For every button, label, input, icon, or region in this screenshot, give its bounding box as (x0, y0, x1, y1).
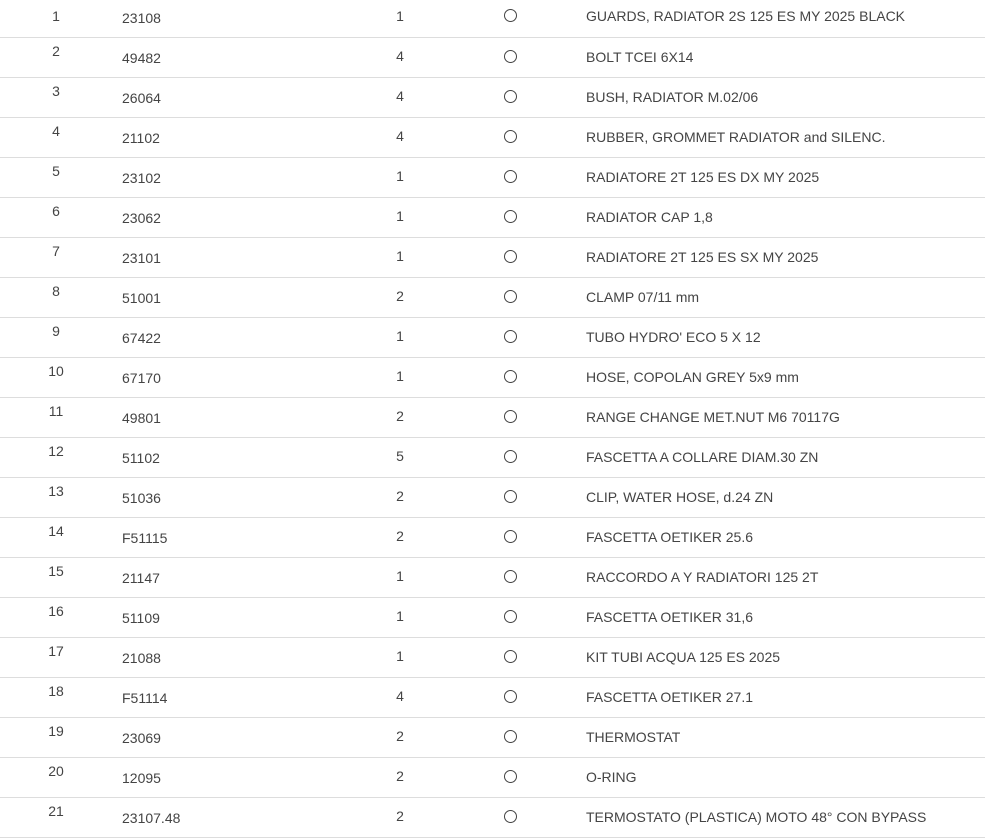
quantity-cell: 1 (356, 557, 444, 597)
radio-circle-icon[interactable] (504, 170, 517, 183)
part-code-cell: 51102 (112, 437, 356, 477)
select-cell (444, 277, 576, 317)
select-cell (444, 557, 576, 597)
quantity-cell: 2 (356, 717, 444, 757)
select-cell (444, 317, 576, 357)
quantity-cell: 4 (356, 37, 444, 77)
position-cell: 14 (0, 517, 112, 557)
part-code-cell: 23107.48 (112, 797, 356, 837)
radio-circle-icon[interactable] (504, 490, 517, 503)
table-row (0, 677, 985, 717)
select-cell (444, 677, 576, 717)
table-row (0, 397, 985, 437)
radio-circle-icon[interactable] (504, 730, 517, 743)
quantity-cell: 5 (356, 437, 444, 477)
select-cell (444, 237, 576, 277)
table-row (0, 317, 985, 357)
quantity-cell: 4 (356, 117, 444, 157)
description-cell: FASCETTA OETIKER 27.1 (576, 677, 985, 717)
table-row (0, 357, 985, 397)
select-cell (444, 357, 576, 397)
position-cell: 11 (0, 397, 112, 437)
table-row (0, 557, 985, 597)
table-row (0, 477, 985, 517)
quantity-cell: 1 (356, 597, 444, 637)
description-cell: CLIP, WATER HOSE, d.24 ZN (576, 477, 985, 517)
radio-circle-icon[interactable] (504, 690, 517, 703)
position-cell: 10 (0, 357, 112, 397)
radio-circle-icon[interactable] (504, 370, 517, 383)
radio-circle-icon[interactable] (504, 530, 517, 543)
description-cell: FASCETTA A COLLARE DIAM.30 ZN (576, 437, 985, 477)
part-code-cell: 67170 (112, 357, 356, 397)
part-code-cell: F51114 (112, 677, 356, 717)
table-row (0, 437, 985, 477)
position-cell: 8 (0, 277, 112, 317)
part-code-cell: 67422 (112, 317, 356, 357)
description-cell: HOSE, COPOLAN GREY 5x9 mm (576, 357, 985, 397)
quantity-cell: 1 (356, 237, 444, 277)
table-row (0, 37, 985, 77)
position-cell: 9 (0, 317, 112, 357)
part-code-cell: 12095 (112, 757, 356, 797)
table-row (0, 637, 985, 677)
table-row (0, 757, 985, 797)
position-cell: 17 (0, 637, 112, 677)
radio-circle-icon[interactable] (504, 650, 517, 663)
description-cell: RADIATORE 2T 125 ES DX MY 2025 (576, 157, 985, 197)
position-cell: 18 (0, 677, 112, 717)
table-row (0, 237, 985, 277)
table-row (0, 77, 985, 117)
description-cell: BOLT TCEI 6X14 (576, 37, 985, 77)
quantity-cell: 4 (356, 77, 444, 117)
position-cell: 7 (0, 237, 112, 277)
part-code-cell: 26064 (112, 77, 356, 117)
select-cell (444, 757, 576, 797)
radio-circle-icon[interactable] (504, 250, 517, 263)
description-cell: RADIATORE 2T 125 ES SX MY 2025 (576, 237, 985, 277)
quantity-cell: 2 (356, 757, 444, 797)
table-row (0, 117, 985, 157)
description-cell: FASCETTA OETIKER 31,6 (576, 597, 985, 637)
radio-circle-icon[interactable] (504, 610, 517, 623)
part-code-cell: 21147 (112, 557, 356, 597)
position-cell: 16 (0, 597, 112, 637)
quantity-cell: 1 (356, 317, 444, 357)
position-cell: 13 (0, 477, 112, 517)
position-cell: 6 (0, 197, 112, 237)
part-code-cell: 51109 (112, 597, 356, 637)
description-cell: RANGE CHANGE MET.NUT M6 70117G (576, 397, 985, 437)
description-cell: KIT TUBI ACQUA 125 ES 2025 (576, 637, 985, 677)
select-cell (444, 717, 576, 757)
select-cell (444, 597, 576, 637)
position-cell: 21 (0, 797, 112, 837)
position-cell: 19 (0, 717, 112, 757)
radio-circle-icon[interactable] (504, 770, 517, 783)
radio-circle-icon[interactable] (504, 290, 517, 303)
radio-circle-icon[interactable] (504, 50, 517, 63)
description-cell: BUSH, RADIATOR M.02/06 (576, 77, 985, 117)
select-cell (444, 0, 576, 37)
radio-circle-icon[interactable] (504, 410, 517, 423)
select-cell (444, 517, 576, 557)
quantity-cell: 1 (356, 0, 444, 37)
part-code-cell: 21088 (112, 637, 356, 677)
position-cell: 1 (0, 0, 112, 37)
quantity-cell: 2 (356, 477, 444, 517)
radio-circle-icon[interactable] (504, 210, 517, 223)
position-cell: 12 (0, 437, 112, 477)
select-cell (444, 397, 576, 437)
table-row (0, 597, 985, 637)
part-code-cell: 51001 (112, 277, 356, 317)
description-cell: RADIATOR CAP 1,8 (576, 197, 985, 237)
select-cell (444, 77, 576, 117)
description-cell: CLAMP 07/11 mm (576, 277, 985, 317)
select-cell (444, 197, 576, 237)
part-code-cell: F51115 (112, 517, 356, 557)
part-code-cell: 49482 (112, 37, 356, 77)
radio-circle-icon[interactable] (504, 90, 517, 103)
quantity-cell: 1 (356, 157, 444, 197)
quantity-cell: 4 (356, 677, 444, 717)
position-cell: 3 (0, 77, 112, 117)
part-code-cell: 23108 (112, 0, 356, 37)
select-cell (444, 437, 576, 477)
position-cell: 15 (0, 557, 112, 597)
select-cell (444, 117, 576, 157)
position-cell: 5 (0, 157, 112, 197)
radio-circle-icon[interactable] (504, 9, 517, 22)
part-code-cell: 49801 (112, 397, 356, 437)
position-cell: 4 (0, 117, 112, 157)
radio-circle-icon[interactable] (504, 450, 517, 463)
quantity-cell: 2 (356, 517, 444, 557)
position-cell: 2 (0, 37, 112, 77)
quantity-cell: 1 (356, 637, 444, 677)
description-cell: FASCETTA OETIKER 25.6 (576, 517, 985, 557)
select-cell (444, 157, 576, 197)
table-row (0, 197, 985, 237)
radio-circle-icon[interactable] (504, 330, 517, 343)
description-cell: TERMOSTATO (PLASTICA) MOTO 48° CON BYPASS (576, 797, 985, 837)
description-cell: RUBBER, GROMMET RADIATOR and SILENC. (576, 117, 985, 157)
table-row (0, 717, 985, 757)
table-row (0, 797, 985, 837)
description-cell: O-RING (576, 757, 985, 797)
description-cell: TUBO HYDRO' ECO 5 X 12 (576, 317, 985, 357)
table-row (0, 277, 985, 317)
table-row (0, 157, 985, 197)
description-cell: THERMOSTAT (576, 717, 985, 757)
quantity-cell: 1 (356, 197, 444, 237)
table-row (0, 517, 985, 557)
table-row (0, 0, 985, 37)
select-cell (444, 37, 576, 77)
part-code-cell: 23102 (112, 157, 356, 197)
radio-circle-icon[interactable] (504, 130, 517, 143)
part-code-cell: 23069 (112, 717, 356, 757)
position-cell: 20 (0, 757, 112, 797)
part-code-cell: 21102 (112, 117, 356, 157)
part-code-cell: 23062 (112, 197, 356, 237)
quantity-cell: 1 (356, 357, 444, 397)
select-cell (444, 477, 576, 517)
select-cell (444, 797, 576, 837)
quantity-cell: 2 (356, 397, 444, 437)
part-code-cell: 51036 (112, 477, 356, 517)
quantity-cell: 2 (356, 797, 444, 837)
select-cell (444, 637, 576, 677)
radio-circle-icon[interactable] (504, 810, 517, 823)
radio-circle-icon[interactable] (504, 570, 517, 583)
description-cell: GUARDS, RADIATOR 2S 125 ES MY 2025 BLACK (576, 0, 985, 37)
part-code-cell: 23101 (112, 237, 356, 277)
description-cell: RACCORDO A Y RADIATORI 125 2T (576, 557, 985, 597)
quantity-cell: 2 (356, 277, 444, 317)
